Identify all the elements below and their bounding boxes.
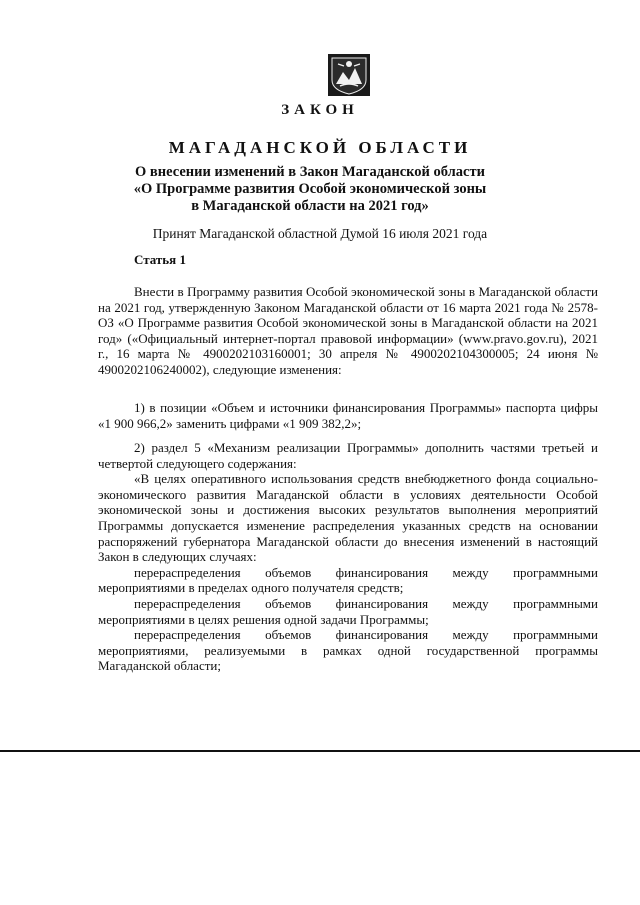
case-item: перераспределения объемов финансирования между программными мероприятиями в пределах одного получателя средств; [98, 564, 598, 596]
region-title: МАГАДАНСКОЙ ОБЛАСТИ [168, 138, 472, 157]
adoption-note: Принят Магаданской областной Думой 16 июля 2021 года [152, 226, 488, 241]
subtitle-line: О внесении изменений в Закон Магаданской области [135, 164, 485, 180]
case-item: перераспределения объемов финансирования между программными мероприятиями, реализуемыми в рамках одной государственной программы Магаданской области; [98, 627, 598, 674]
amendment-item-2: 2) раздел 5 «Механизм реализации Программы» дополнить частями третьей и четвертой следующего содержания: [98, 440, 598, 471]
coat-of-arms-icon [328, 54, 370, 96]
article-heading: Статья 1 [134, 252, 186, 267]
document-type-title: ЗАКОН [281, 102, 359, 118]
amendment-item-1: 1) в позиции «Объем и источники финансирования Программы» паспорта цифры «1 900 966,2» заменить цифрами «1 909 382,2»; [98, 400, 598, 431]
quoted-text: «В целях оперативного использования средств внебюджетного фонда социально-экономического развития Магаданской области в условиях деятельности Особой экономической зоны и достижения высоких результатов выполнения мероприятий Программы допускается изменение распределения указанных средств на основании распоряжений губернатора Магаданской области до внесения изменений в настоящий Закон в следующих случаях: [98, 471, 598, 565]
subtitle-line: «О Программе развития Особой экономической зоны [133, 181, 487, 197]
case-item: перераспределения объемов финансирования между программными мероприятиями в целях решения одной задачи Программы; [98, 595, 598, 627]
amendment-item-2-block [98, 440, 598, 674]
page-divider [0, 750, 640, 752]
article-intro: Внести в Программу развития Особой экономической зоны в Магаданской области на 2021 год, утвержденную Законом Магаданской области от 16 марта 2021 года № 2578-ОЗ «О Программе развития Особой экономической зоны в Магаданской области на 2021 год» («Официальный интернет-портал правовой информации» (www.pravo.gov.ru), 2021 г., 16 марта № 4900202103160001; 30 апреля № 4900202104300005; 24 июня № 4900202106240002), следующие изменения: [98, 284, 598, 377]
subtitle-line: в Магаданской области на 2021 год» [191, 198, 429, 214]
law-subtitle [100, 164, 520, 215]
